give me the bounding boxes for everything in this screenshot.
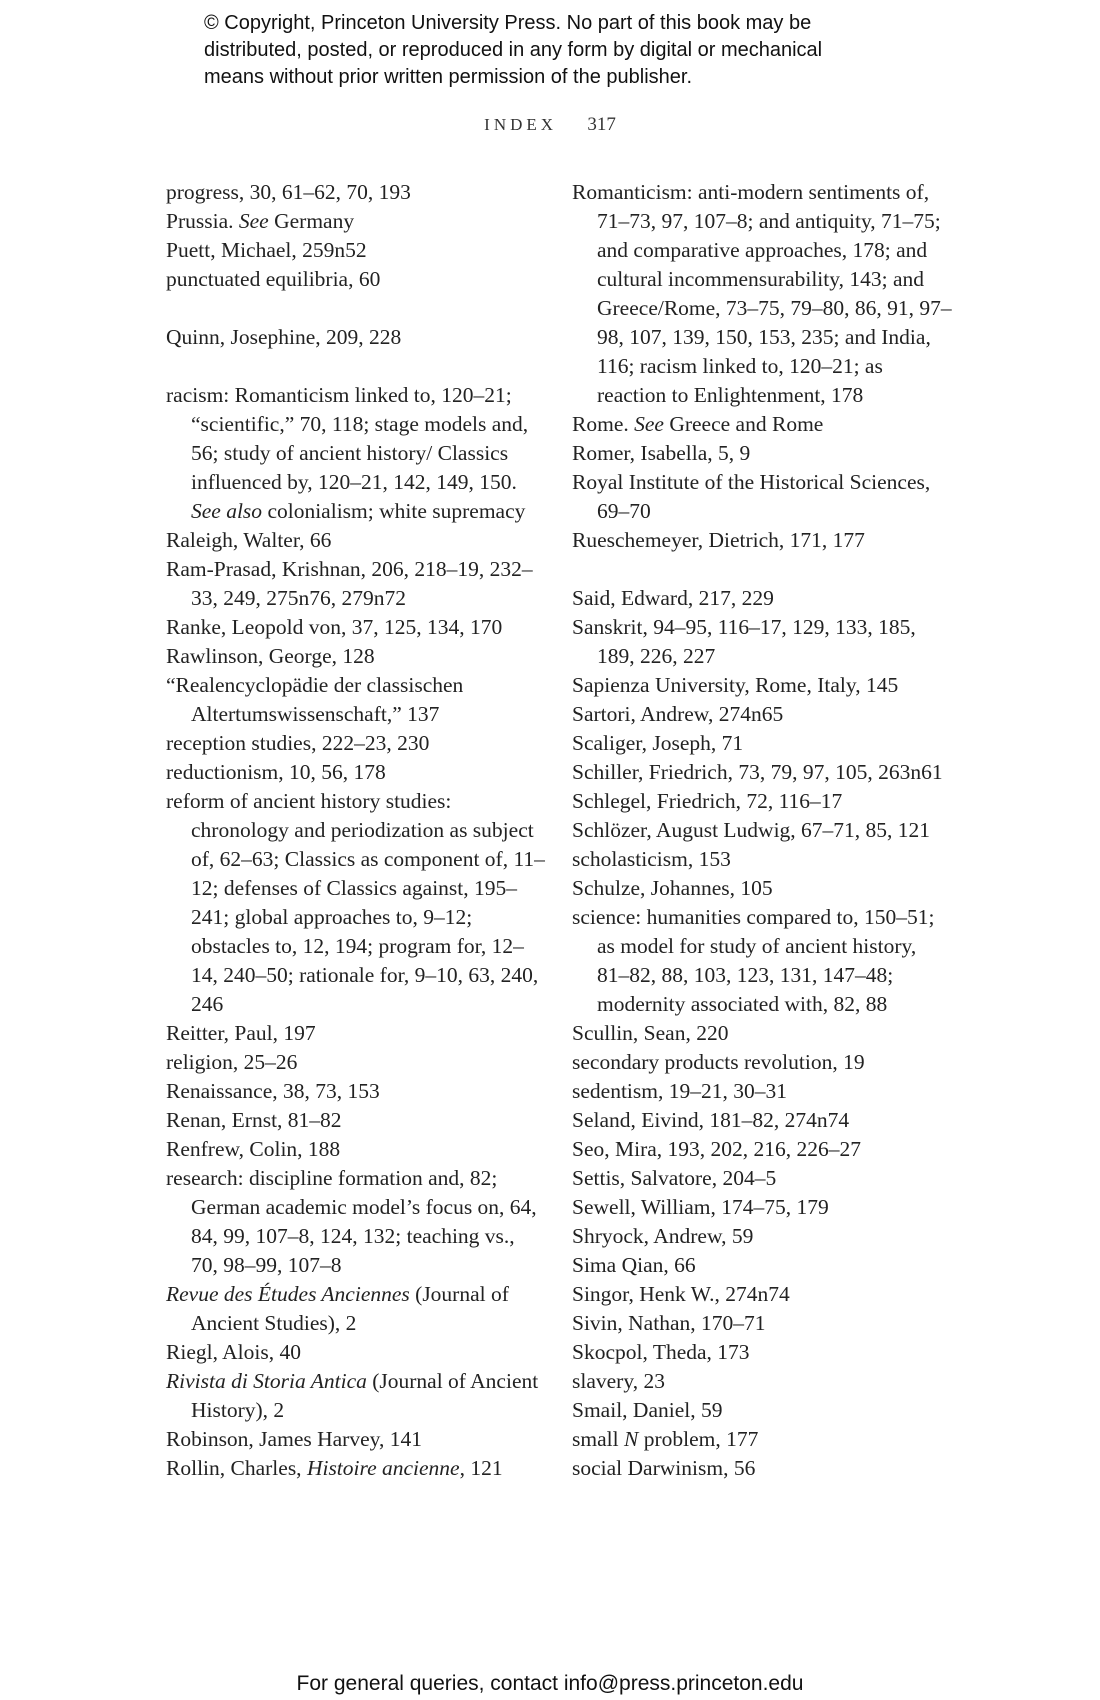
index-entry: Rueschemeyer, Dietrich, 171, 177 (572, 528, 865, 552)
entry-text: Germany (268, 209, 355, 233)
copyright-notice (204, 10, 964, 91)
index-entry: Shryock, Andrew, 59 (572, 1224, 754, 1248)
index-entry: Royal Institute of the Historical Sciences, 69–70 (572, 470, 931, 523)
entry-text: small (572, 1427, 624, 1451)
index-entry: Raleigh, Walter, 66 (166, 528, 332, 552)
index-entry (166, 1280, 546, 1338)
index-entry: Seo, Mira, 193, 202, 216, 226–27 (572, 1137, 862, 1161)
index-column-right (572, 178, 952, 1483)
index-entry: reductionism, 10, 56, 178 (166, 760, 386, 784)
entry-italic: See also (191, 499, 263, 523)
entry-text: Prussia. (166, 209, 239, 233)
index-entry: Scaliger, Joseph, 71 (572, 731, 744, 755)
index-entry: Romer, Isabella, 5, 9 (572, 441, 751, 465)
index-entry: Rawlinson, George, 128 (166, 644, 375, 668)
index-entry: Reitter, Paul, 197 (166, 1021, 316, 1045)
index-entry: Sapienza University, Rome, Italy, 145 (572, 673, 899, 697)
index-entry: reform of ancient history studies: chronology and periodization as subject of, 62–63; Classics as component of, 11–12; defenses of Classics against, 195–241; global approaches to, 9–12; obstacles to, 12, 194; program for, 12–14, 240–50; rationale for, 9–10, 63, 240, 246 (166, 789, 545, 1016)
index-entry: Schiller, Friedrich, 73, 79, 97, 105, 263n61 (572, 760, 943, 784)
index-entry (572, 410, 952, 439)
index-entry: sedentism, 19–21, 30–31 (572, 1079, 787, 1103)
entry-text: Rome. (572, 412, 635, 436)
index-entry: Sivin, Nathan, 170–71 (572, 1311, 766, 1335)
index-gap (572, 555, 952, 584)
index-entry: Singor, Henk W., 274n74 (572, 1282, 790, 1306)
entry-text: (Journal of Ancient History), 2 (191, 1369, 539, 1422)
entry-text: (Journal of Ancient Studies), 2 (191, 1282, 509, 1335)
index-entry: Renaissance, 38, 73, 153 (166, 1079, 380, 1103)
index-entry: Renfrew, Colin, 188 (166, 1137, 341, 1161)
index-entry: progress, 30, 61–62, 70, 193 (166, 180, 411, 204)
index-entry: Skocpol, Theda, 173 (572, 1340, 750, 1364)
index-entry: Scullin, Sean, 220 (572, 1021, 729, 1045)
index-entry (572, 1425, 952, 1454)
index-entry: secondary products revolution, 19 (572, 1050, 865, 1074)
index-entry: social Darwinism, 56 (572, 1456, 756, 1480)
index-entry: slavery, 23 (572, 1369, 665, 1393)
index-gap (166, 294, 546, 323)
index-gap (166, 352, 546, 381)
running-header (0, 114, 1100, 136)
index-column-left (166, 178, 546, 1483)
index-entry: reception studies, 222–23, 230 (166, 731, 430, 755)
entry-italic: Histoire ancienne (306, 1456, 460, 1480)
index-entry: Schulze, Johannes, 105 (572, 876, 773, 900)
index-entry: Ram-Prasad, Krishnan, 206, 218–19, 232–33, 249, 275n76, 279n72 (166, 557, 533, 610)
copyright-line: © Copyright, Princeton University Press. No part of this book may be (204, 12, 812, 34)
index-entry: Schlegel, Friedrich, 72, 116–17 (572, 789, 843, 813)
entry-text: colonialism; white supremacy (262, 499, 526, 523)
entry-italic: N (623, 1427, 639, 1451)
entry-text: , 121 (459, 1456, 503, 1480)
index-entry: Smail, Daniel, 59 (572, 1398, 723, 1422)
header-title: INDEX (484, 115, 558, 134)
index-entry: Quinn, Josephine, 209, 228 (166, 325, 402, 349)
copyright-line: distributed, posted, or reproduced in any form by digital or mechanical (204, 39, 823, 61)
footer-contact: For general queries, contact info@press.princeton.edu (296, 1672, 804, 1695)
index-entry: Seland, Eivind, 181–82, 274n74 (572, 1108, 850, 1132)
entry-text: problem, 177 (638, 1427, 759, 1451)
index-entry: scholasticism, 153 (572, 847, 731, 871)
page-number: 317 (587, 114, 616, 135)
index-entry: Riegl, Alois, 40 (166, 1340, 301, 1364)
index-entry (166, 381, 546, 526)
index-entry: religion, 25–26 (166, 1050, 298, 1074)
index-entry (166, 1367, 546, 1425)
copyright-line: means without prior written permission of the publisher. (204, 66, 693, 88)
entry-text: racism: Romanticism linked to, 120–21; “scientific,” 70, 118; stage models and, 56; study of ancient history/ Classics influenced by, 120–21, 142, 149, 150. (166, 383, 529, 494)
index-entry: Sima Qian, 66 (572, 1253, 696, 1277)
index-entry: Settis, Salvatore, 204–5 (572, 1166, 777, 1190)
entry-italic: Rivista di Storia Antica (166, 1369, 367, 1393)
index-entry: Robinson, James Harvey, 141 (166, 1427, 422, 1451)
index-entry: punctuated equilibria, 60 (166, 267, 381, 291)
entry-text: Rollin, Charles, (166, 1456, 307, 1480)
index-entry: research: discipline formation and, 82; German academic model’s focus on, 64, 84, 99, 107–8, 124, 132; teaching vs., 70, 98–99, 107–8 (166, 1166, 537, 1277)
entry-italic: See (238, 209, 269, 233)
index-entry: Schlözer, August Ludwig, 67–71, 85, 121 (572, 818, 931, 842)
entry-italic: Revue des Études Anciennes (166, 1282, 410, 1306)
index-entry: Renan, Ernst, 81–82 (166, 1108, 342, 1132)
index-entry: Said, Edward, 217, 229 (572, 586, 774, 610)
index-entry: Ranke, Leopold von, 37, 125, 134, 170 (166, 615, 503, 639)
index-entry (166, 207, 546, 236)
index-entry: Puett, Michael, 259n52 (166, 238, 367, 262)
index-entry (166, 1454, 546, 1483)
index-entry: Romanticism: anti-modern sentiments of, 71–73, 97, 107–8; and antiquity, 71–75; and comparative approaches, 178; and cultural incommensurability, 143; and Greece/Rome, 73–75, 79–80, 86, 91, 97–98, 107, 139, 150, 153, 235; and India, 116; racism linked to, 120–21; as reaction to Enlightenment, 178 (572, 180, 952, 407)
entry-text: Greece and Rome (663, 412, 824, 436)
entry-italic: See (634, 412, 664, 436)
index-entry: Sartori, Andrew, 274n65 (572, 702, 784, 726)
index-entry: “Realencyclopädie der classischen Altertumswissenschaft,” 137 (166, 673, 464, 726)
index-entry: Sewell, William, 174–75, 179 (572, 1195, 829, 1219)
index-entry: science: humanities compared to, 150–51; as model for study of ancient history, 81–82, 88, 103, 123, 131, 147–48; modernity associated with, 82, 88 (572, 905, 935, 1016)
index-entry: Sanskrit, 94–95, 116–17, 129, 133, 185, 189, 226, 227 (572, 615, 916, 668)
